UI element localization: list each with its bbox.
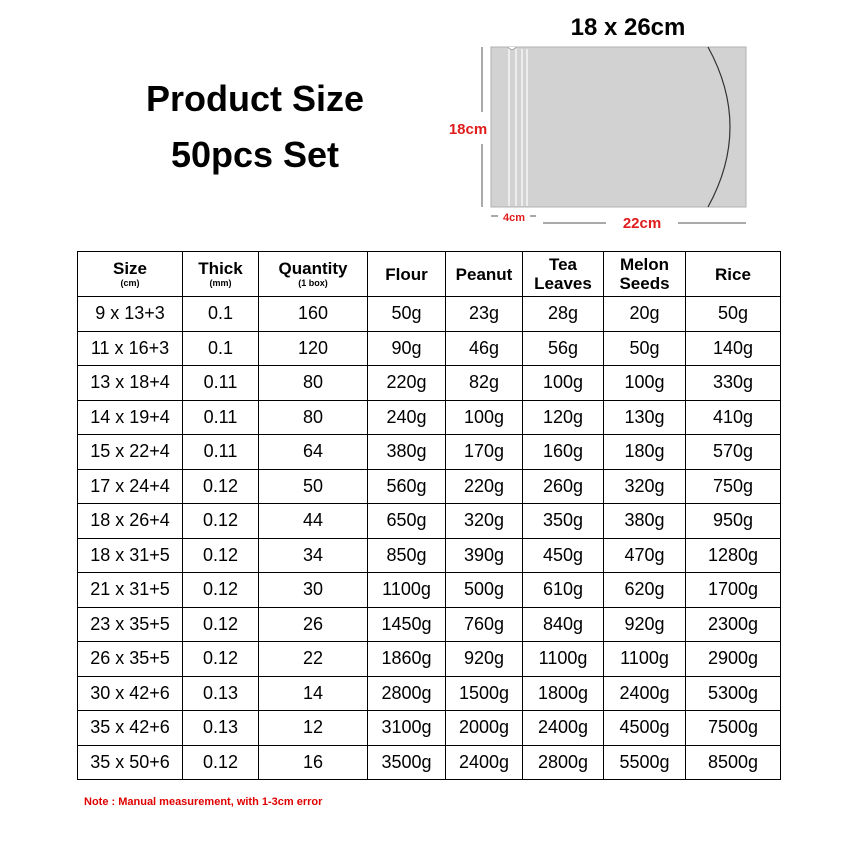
table-cell: 620g: [604, 573, 686, 608]
table-cell: 130g: [604, 400, 686, 435]
table-cell: 50: [259, 469, 368, 504]
column-unit: (cm): [120, 278, 140, 288]
table-cell: 5300g: [686, 676, 781, 711]
table-row: [78, 642, 781, 677]
table-cell: 16: [259, 745, 368, 780]
table-cell: 28g: [523, 297, 604, 332]
table-cell: 0.12: [183, 745, 259, 780]
table-cell: 0.12: [183, 607, 259, 642]
table-cell: 0.12: [183, 538, 259, 573]
table-cell: 4500g: [604, 711, 686, 746]
table-cell: 64: [259, 435, 368, 470]
table-cell: 46g: [446, 331, 523, 366]
table-cell: 650g: [368, 504, 446, 539]
table-cell: 34: [259, 538, 368, 573]
table-cell: 0.12: [183, 573, 259, 608]
table-cell: 7500g: [686, 711, 781, 746]
table-cell: 2900g: [686, 642, 781, 677]
table-row: [78, 711, 781, 746]
table-cell: 50g: [604, 331, 686, 366]
table-cell: 82g: [446, 366, 523, 401]
table-cell: 35 x 42+6: [78, 711, 183, 746]
column-header: Tea Leaves: [523, 252, 604, 297]
column-unit: (mm): [209, 278, 232, 288]
table-cell: 1450g: [368, 607, 446, 642]
table-cell: 170g: [446, 435, 523, 470]
table-cell: 1100g: [604, 642, 686, 677]
table-cell: 120: [259, 331, 368, 366]
table-row: [78, 435, 781, 470]
table-cell: 13 x 18+4: [78, 366, 183, 401]
table-row: [78, 676, 781, 711]
table-cell: 30: [259, 573, 368, 608]
table-cell: 80: [259, 400, 368, 435]
table-cell: 120g: [523, 400, 604, 435]
table-cell: 410g: [686, 400, 781, 435]
table-cell: 610g: [523, 573, 604, 608]
table-cell: 1700g: [686, 573, 781, 608]
table-cell: 260g: [523, 469, 604, 504]
table-cell: 14: [259, 676, 368, 711]
table-cell: 2400g: [604, 676, 686, 711]
table-cell: 50g: [686, 297, 781, 332]
table-cell: 18 x 31+5: [78, 538, 183, 573]
table-row: [78, 469, 781, 504]
column-header: Peanut: [446, 252, 523, 297]
table-cell: 160: [259, 297, 368, 332]
table-cell: 23g: [446, 297, 523, 332]
table-cell: 9 x 13+3: [78, 297, 183, 332]
table-cell: 20g: [604, 297, 686, 332]
table-cell: 90g: [368, 331, 446, 366]
table-cell: 350g: [523, 504, 604, 539]
table-cell: 330g: [686, 366, 781, 401]
table-cell: 15 x 22+4: [78, 435, 183, 470]
table-cell: 220g: [446, 469, 523, 504]
table-cell: 2400g: [446, 745, 523, 780]
table-cell: 1100g: [523, 642, 604, 677]
table-cell: 840g: [523, 607, 604, 642]
table-cell: 30 x 42+6: [78, 676, 183, 711]
bag-size-heading: 18 x 26cm: [570, 14, 686, 41]
table-cell: 220g: [368, 366, 446, 401]
table-cell: 380g: [604, 504, 686, 539]
table-cell: 140g: [686, 331, 781, 366]
table-cell: 12: [259, 711, 368, 746]
table-cell: 18 x 26+4: [78, 504, 183, 539]
table-cell: 0.1: [183, 331, 259, 366]
table-row: [78, 366, 781, 401]
table-row: [78, 538, 781, 573]
table-cell: 17 x 24+4: [78, 469, 183, 504]
table-cell: 50g: [368, 297, 446, 332]
table-cell: 1800g: [523, 676, 604, 711]
table-cell: 500g: [446, 573, 523, 608]
column-header: Quantity (1 box): [259, 252, 368, 297]
table-cell: 11 x 16+3: [78, 331, 183, 366]
table-cell: 2800g: [368, 676, 446, 711]
bag-outline: [491, 47, 746, 207]
column-unit: (1 box): [298, 278, 328, 288]
table-cell: 1100g: [368, 573, 446, 608]
measurement-note: Note : Manual measurement, with 1-3cm error: [84, 796, 323, 808]
table-cell: 8500g: [686, 745, 781, 780]
gusset-label: 4cm: [502, 212, 526, 224]
table-cell: 56g: [523, 331, 604, 366]
width-label: 22cm: [622, 215, 662, 232]
table-cell: 850g: [368, 538, 446, 573]
table-cell: 21 x 31+5: [78, 573, 183, 608]
table-cell: 0.11: [183, 366, 259, 401]
table-cell: 14 x 19+4: [78, 400, 183, 435]
table-body: [78, 297, 781, 780]
column-header: Size (cm): [78, 252, 183, 297]
table-row: [78, 607, 781, 642]
table-cell: 450g: [523, 538, 604, 573]
size-capacity-table: [77, 251, 781, 780]
column-header: Rice: [686, 252, 781, 297]
table-cell: 5500g: [604, 745, 686, 780]
table-cell: 100g: [523, 366, 604, 401]
table-cell: 80: [259, 366, 368, 401]
table-cell: 2800g: [523, 745, 604, 780]
table-cell: 180g: [604, 435, 686, 470]
table-cell: 2000g: [446, 711, 523, 746]
table-cell: 1500g: [446, 676, 523, 711]
table-cell: 920g: [446, 642, 523, 677]
column-header: Melon Seeds: [604, 252, 686, 297]
table-cell: 0.13: [183, 711, 259, 746]
table-row: [78, 400, 781, 435]
table-row: [78, 504, 781, 539]
table-cell: 100g: [604, 366, 686, 401]
table-cell: 23 x 35+5: [78, 607, 183, 642]
table-cell: 2300g: [686, 607, 781, 642]
table-cell: 26: [259, 607, 368, 642]
table-cell: 760g: [446, 607, 523, 642]
table-cell: 3100g: [368, 711, 446, 746]
table-cell: 0.12: [183, 504, 259, 539]
table-cell: 160g: [523, 435, 604, 470]
column-header: Thick (mm): [183, 252, 259, 297]
table-cell: 0.13: [183, 676, 259, 711]
table-cell: 0.12: [183, 642, 259, 677]
product-size-title: Product Size: [145, 78, 365, 119]
table-cell: 320g: [604, 469, 686, 504]
table-cell: 1280g: [686, 538, 781, 573]
bag-dimension-diagram: [0, 0, 852, 240]
table-cell: 22: [259, 642, 368, 677]
height-label: 18cm: [448, 121, 488, 138]
table-cell: 0.12: [183, 469, 259, 504]
table-cell: 1860g: [368, 642, 446, 677]
table-cell: 0.11: [183, 435, 259, 470]
table-cell: 390g: [446, 538, 523, 573]
set-quantity-title: 50pcs Set: [170, 134, 340, 175]
table-cell: 2400g: [523, 711, 604, 746]
table-cell: 380g: [368, 435, 446, 470]
table-cell: 44: [259, 504, 368, 539]
table-header-row: [78, 252, 781, 297]
table-cell: 0.11: [183, 400, 259, 435]
table-row: [78, 297, 781, 332]
column-header: Flour: [368, 252, 446, 297]
table-cell: 570g: [686, 435, 781, 470]
table-cell: 750g: [686, 469, 781, 504]
table-row: [78, 331, 781, 366]
table-cell: 950g: [686, 504, 781, 539]
table-row: [78, 745, 781, 780]
table-row: [78, 573, 781, 608]
table-cell: 560g: [368, 469, 446, 504]
table-cell: 240g: [368, 400, 446, 435]
table-cell: 920g: [604, 607, 686, 642]
table-cell: 26 x 35+5: [78, 642, 183, 677]
table-cell: 320g: [446, 504, 523, 539]
table-cell: 100g: [446, 400, 523, 435]
table-cell: 470g: [604, 538, 686, 573]
table-cell: 3500g: [368, 745, 446, 780]
table-cell: 35 x 50+6: [78, 745, 183, 780]
table-cell: 0.1: [183, 297, 259, 332]
